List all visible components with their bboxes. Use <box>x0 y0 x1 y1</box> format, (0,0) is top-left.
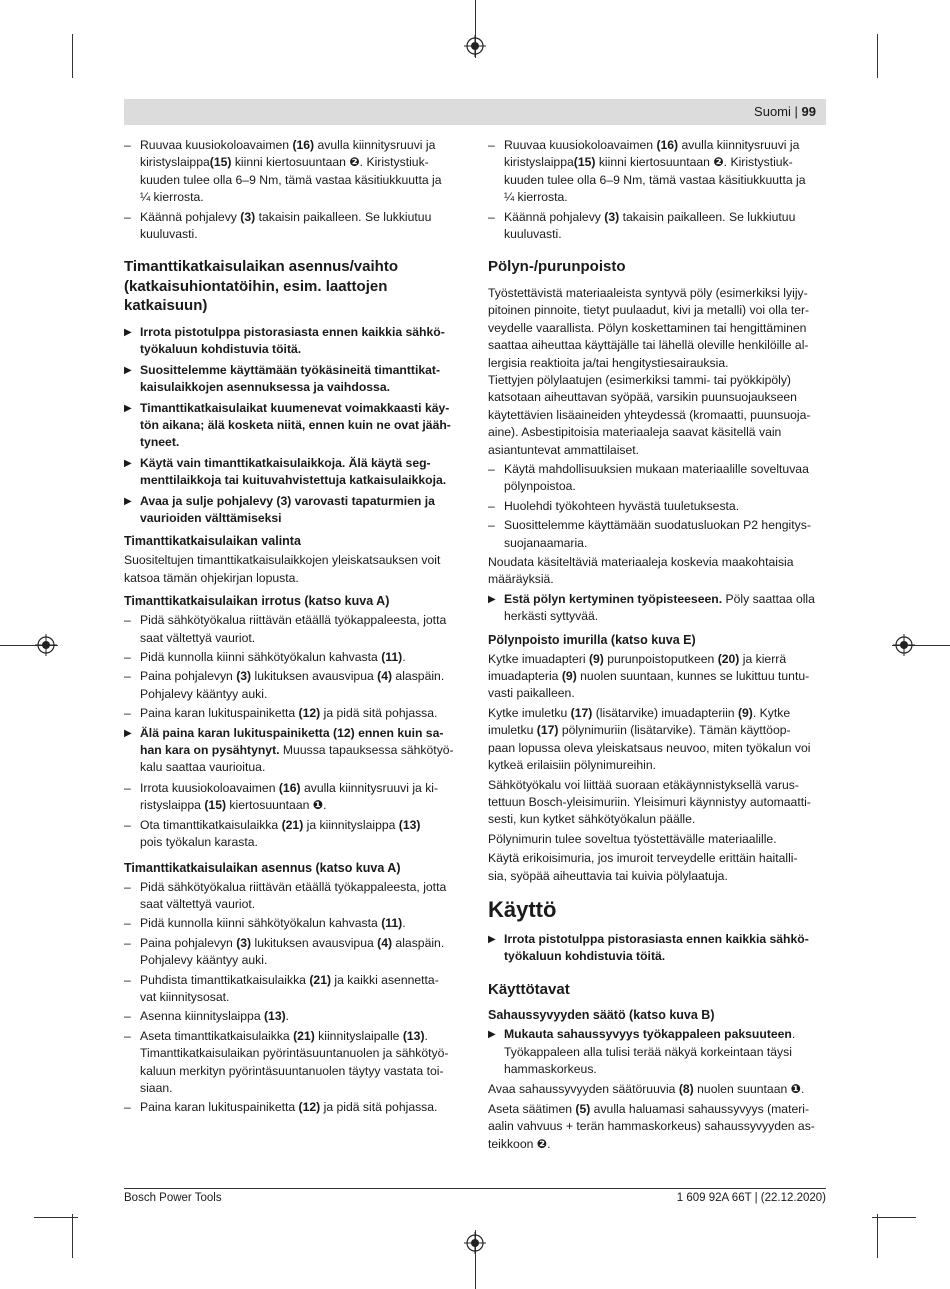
list-item: – Paina karan lukituspainiketta (12) ja pidä sitä pohjassa. <box>124 705 462 722</box>
registration-mark-top-icon <box>464 35 486 57</box>
warning-item: ▶ Irrota pistotulppa pistorasiasta ennen kaikkia sähkö- työkaluun kohdistuvia töitä. <box>124 324 462 359</box>
page-header-bar <box>124 99 826 125</box>
crop-mark-top-left <box>72 34 73 78</box>
right-column <box>488 137 826 1155</box>
section-title-dust: Pölyn-/purunpoisto <box>488 258 626 276</box>
subsection-title-install: Timanttikatkaisulaikan asennus (katso kuva A) <box>124 860 401 875</box>
warning-item: ▶ Mukauta sahaussyvyys työkappaleen paksuuteen. Työkappaleen alla tulisi terää näkyä korkeintaan täysi hammaskorkeus. <box>488 1026 826 1078</box>
paragraph: Aseta säätimen (5) avulla haluamasi sahaussyvyys (materi- aalin vahvuus + terän hammaskorkeus) sahaussyvyyden as- teikkoon ❷. <box>488 1101 815 1151</box>
section-name: Suomi <box>754 104 791 119</box>
subsection-title-depth: Sahaussyvyyden säätö (katso kuva B) <box>488 1008 715 1023</box>
crop-mark-bottom-right <box>877 1214 878 1258</box>
list-item: – Pidä kunnolla kiinni sähkötyökalun kahvasta (11). <box>124 649 462 666</box>
list-item: – Käännä pohjalevy (3) takaisin paikalleen. Se lukkiutuu kuuluvasti. <box>488 209 826 244</box>
warning-item: ▶ Irrota pistotulppa pistorasiasta ennen kaikkia sähkö- työkaluun kohdistuvia töitä. <box>488 931 826 966</box>
page-header <box>754 104 816 119</box>
list-item: – Paina karan lukituspainiketta (12) ja pidä sitä pohjassa. <box>124 1099 462 1116</box>
paragraph: Kytke imuadapteri (9) purunpoistoputkeen (20) ja kierrä imuadapteria (9) nuolen suuntaan, kunnes se lukittuu tuntu- vasti paikalleen. <box>488 651 810 701</box>
paragraph: Avaa sahaussyvyyden säätöruuvia (8) nuolen suuntaan ❶. <box>488 1082 805 1097</box>
crop-mark-br-horizontal <box>872 1217 916 1218</box>
subsection-title-choice: Timanttikatkaisulaikan valinta <box>124 534 301 549</box>
paragraph: Kytke imuletku (17) (lisätarvike) imuadapteriin (9). Kytke imuletku (17) pölynimuriin (lisätarvike). Tämän käyttöop- paan lopussa oleva yleiskatsaus neuvoo, miten työkalun voi kytkeä erilaisiin pölynimureihin. <box>488 705 811 773</box>
paragraph: Työstettävistä materiaaleista syntyvä pöly (esimerkiksi lyijy- pitoinen pinnoite, tietyt puulaadut, kivi ja metalli) voi olla ter- veydelle vaarallista. Pölyn koskettaminen tai hengittäminen saattaa aiheuttaa käyttäjälle tai lähellä oleville henkilöille al- lergisia reaktioita ja/tai hengitystiesairauksia. Tiettyjen pölylaatujen (esimerkiksi tammi- tai pyökkipöly) katsotaan aiheuttavan syöpää, varsikin puunsuojaukseen käytettävien lisäaineiden yhteydessä (kromaatti, puunsuoja- aine). Asbestipitoisia materiaaleja saavat käsitellä vain asiantuntevat ammattilaiset. <box>488 285 811 457</box>
page-number: 99 <box>801 104 816 119</box>
list-item: – Käännä pohjalevy (3) takaisin paikalleen. Se lukkiutuu kuuluvasti. <box>124 209 462 244</box>
crop-mark-top-right <box>877 34 878 78</box>
registration-mark-bottom-icon <box>464 1232 486 1254</box>
list-item: – Paina pohjalevyn (3) lukituksen avausvipua (4) alaspäin. Pohjalevy kääntyy auki. <box>124 935 462 970</box>
list-item: – Pidä kunnolla kiinni sähkötyökalun kahvasta (11). <box>124 915 462 932</box>
list-item: – Paina pohjalevyn (3) lukituksen avausvipua (4) alaspäin. Pohjalevy kääntyy auki. <box>124 668 462 703</box>
warning-item: ▶ Avaa ja sulje pohjalevy (3) varovasti tapaturmien ja vaurioiden välttämiseksi <box>124 493 462 528</box>
list-item: – Ruuvaa kuusiokoloavaimen (16) avulla kiinnitysruuvi ja kiristyslaippa(15) kiinni kiertosuuntaan ❷. Kiristystiuk- kuuden tulee olla 6–9 Nm, tämä vastaa käsitiukkuutta ja ¼ kierrosta. <box>124 137 462 207</box>
section-title-diamond-disc: Timanttikatkaisulaikan asennus/vaihto (katkaisuhiontatöihin, esim. laattojen katkaisuun) <box>124 258 398 315</box>
footer-rule <box>124 1188 826 1189</box>
list-item: – Pidä sähkötyökalua riittävän etäällä työkappaleesta, jotta saat vältettyä vauriot. <box>124 879 462 914</box>
paragraph: Sähkötyökalu voi liittää suoraan etäkäynnistyksellä varus- tettuun Bosch-yleisimuriin. Yleisimuri käynnistyy automaatti- sesti, kun kytket sähkötyökalun päälle. <box>488 777 811 827</box>
warning-item: ▶ Suosittelemme käyttämään työkäsineitä timanttikat- kaisulaikkojen asennuksessa ja vaihdossa. <box>124 362 462 397</box>
list-item: – Irrota kuusiokoloavaimen (16) avulla kiinnitysruuvi ja ki- ristyslaippa (15) kiertosuuntaan ❶. <box>124 780 462 815</box>
list-item: – Asenna kiinnityslaippa (13). <box>124 1008 462 1025</box>
list-item: – Pidä sähkötyökalua riittävän etäällä työkappaleesta, jotta saat vältettyä vauriot. <box>124 612 462 647</box>
list-item: – Käytä mahdollisuuksien mukaan materiaalille soveltuvaa pölynpoistoa. <box>488 461 826 496</box>
list-item: – Aseta timanttikatkaisulaikka (21) kiinnityslaipalle (13). Timanttikatkaisulaikan pyörintäsuuntanuolen ja sähkötyö- kaluun merkityn pyörintäsuuntanuolen täytyy vastata toi- siaan. <box>124 1028 462 1098</box>
footer-left: Bosch Power Tools <box>124 1192 222 1204</box>
list-item: – Suosittelemme käyttämään suodatusluokan P2 hengitys- suojanaamaria. <box>488 517 826 552</box>
subsection-title-vacuum: Pölynpoisto imurilla (katso kuva E) <box>488 632 696 647</box>
warning-item: ▶ Älä paina karan lukituspainiketta (12) ennen kuin sa- han kara on pysähtynyt. Muussa tapauksessa sähkötyö- kalu saattaa vaurioitua. <box>124 725 462 777</box>
list-item: – Ruuvaa kuusiokoloavaimen (16) avulla kiinnitysruuvi ja kiristyslaippa(15) kiinni kiertosuuntaan ❷. Kiristystiuk- kuuden tulee olla 6–9 Nm, tämä vastaa käsitiukkuutta ja ¼ kierrosta. <box>488 137 826 207</box>
header-separator: | <box>794 104 802 119</box>
paragraph: Pölynimurin tulee soveltua työstettävälle materiaalille. <box>488 831 777 846</box>
paragraph: Suositeltujen timanttikatkaisulaikkojen yleiskatsauksen voit katsoa tämän ohjekirjan lopusta. <box>124 553 441 585</box>
list-item: – Ota timanttikatkaisulaikka (21) ja kiinnityslaippa (13) pois työkalun karasta. <box>124 817 462 852</box>
crop-mark-bl-horizontal <box>34 1217 78 1218</box>
paragraph: Käytä erikoisimuria, jos imuroit terveydelle erittäin haitalli- sia, syöpää aiheuttavia tai kuivia pölylaatuja. <box>488 851 798 883</box>
section-title-modes: Käyttötavat <box>488 980 570 998</box>
left-column <box>124 137 462 1119</box>
list-item: – Puhdista timanttikatkaisulaikka (21) ja kaikki asennetta- vat kiinnitysosat. <box>124 972 462 1007</box>
warning-item: ▶ Käytä vain timanttikatkaisulaikkoja. Älä käytä seg- menttilaikkoja tai kuituvahvistettuja katkaisulaikkoja. <box>124 455 462 490</box>
footer-right: 1 609 92A 66T | (22.12.2020) <box>676 1192 826 1204</box>
warning-item: ▶ Estä pölyn kertyminen työpisteeseen. Pöly saattaa olla herkästi syttyvää. <box>488 591 826 626</box>
registration-mark-left-icon <box>35 634 57 656</box>
crop-mark-bottom-left <box>72 1214 73 1258</box>
registration-mark-right-icon <box>893 634 915 656</box>
subsection-title-removal: Timanttikatkaisulaikan irrotus (katso kuva A) <box>124 594 390 609</box>
warning-item: ▶ Timanttikatkaisulaikat kuumenevat voimakkaasti käy- tön aikana; älä kosketa niitä, ennen kuin ne ovat jääh- tyneet. <box>124 400 462 452</box>
list-item: – Huolehdi työkohteen hyvästä tuuletuksesta. <box>488 498 826 515</box>
chapter-title-use: Käyttö <box>488 896 557 922</box>
paragraph: Noudata käsiteltäviä materiaaleja koskevia maakohtaisia määräyksiä. <box>488 555 794 587</box>
